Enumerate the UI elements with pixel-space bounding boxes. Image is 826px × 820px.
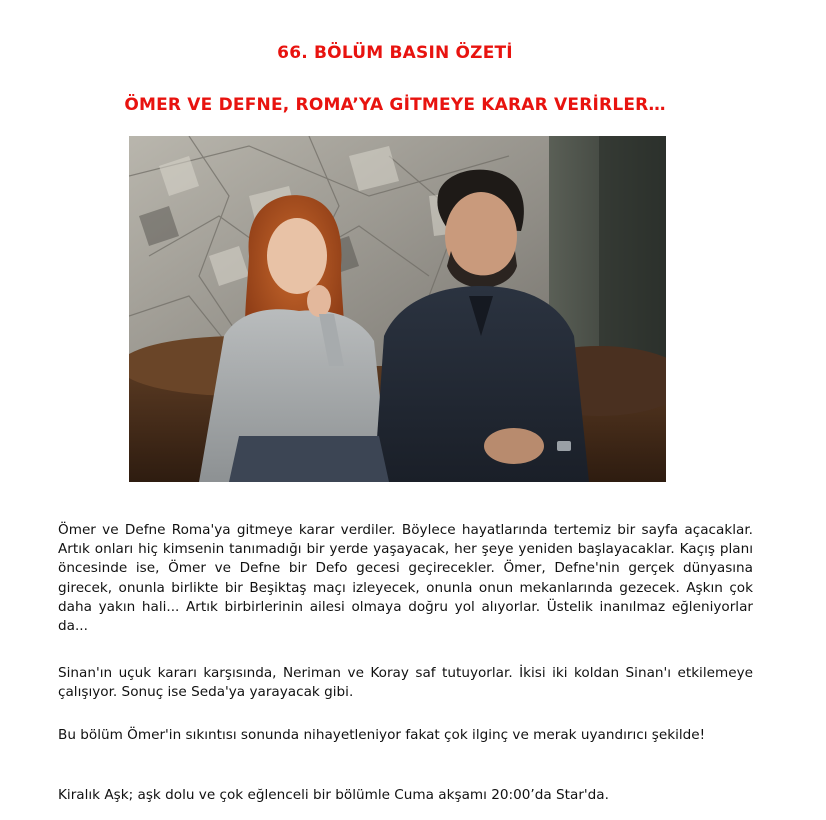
- body-paragraph-1: Ömer ve Defne Roma'ya gitmeye karar verdiler. Böylece hayatlarında tertemiz bir sayfa açacaklar. Artık onları hiç kimsenin tanımadığı bir yerde yaşayacak, her şeye yeniden başlayacaklar. Kaçış planı öncesinde ise, Ömer ve Defne bir Defo gecesi geçirecekler. Ömer, Defne'nin gerçek dünyasına girecek, onunla birlikte bir Beşiktaş maçı izleyecek, onunla onun mekanlarında gezecek. Aşkın çok daha yakın hali... Artık birbirlerinin ailesi olmaya doğru yol alıyorlar. Üstelik inanılmaz eğleniyorlar da...: [58, 522, 753, 635]
- episode-photo: [129, 136, 666, 482]
- page-subtitle: ÖMER VE DEFNE, ROMA’YA GİTMEYE KARAR VERİRLER…: [124, 95, 666, 115]
- page-title: 66. BÖLÜM BASIN ÖZETİ: [277, 43, 513, 63]
- body-paragraph-2: Sinan'ın uçuk kararı karşısında, Neriman ve Koray saf tutuyorlar. İkisi iki koldan Sinan'ı etkilemeye çalışıyor. Sonuç ise Seda'ya yarayacak gibi.: [58, 665, 753, 701]
- body-paragraph-3: Bu bölüm Ömer'in sıkıntısı sonunda nihayetleniyor fakat çok ilginç ve merak uyandırıcı şekilde!: [58, 727, 706, 743]
- body-paragraph-4: Kiralık Aşk; aşk dolu ve çok eğlenceli bir bölümle Cuma akşamı 20:00’da Star'da.: [58, 787, 609, 803]
